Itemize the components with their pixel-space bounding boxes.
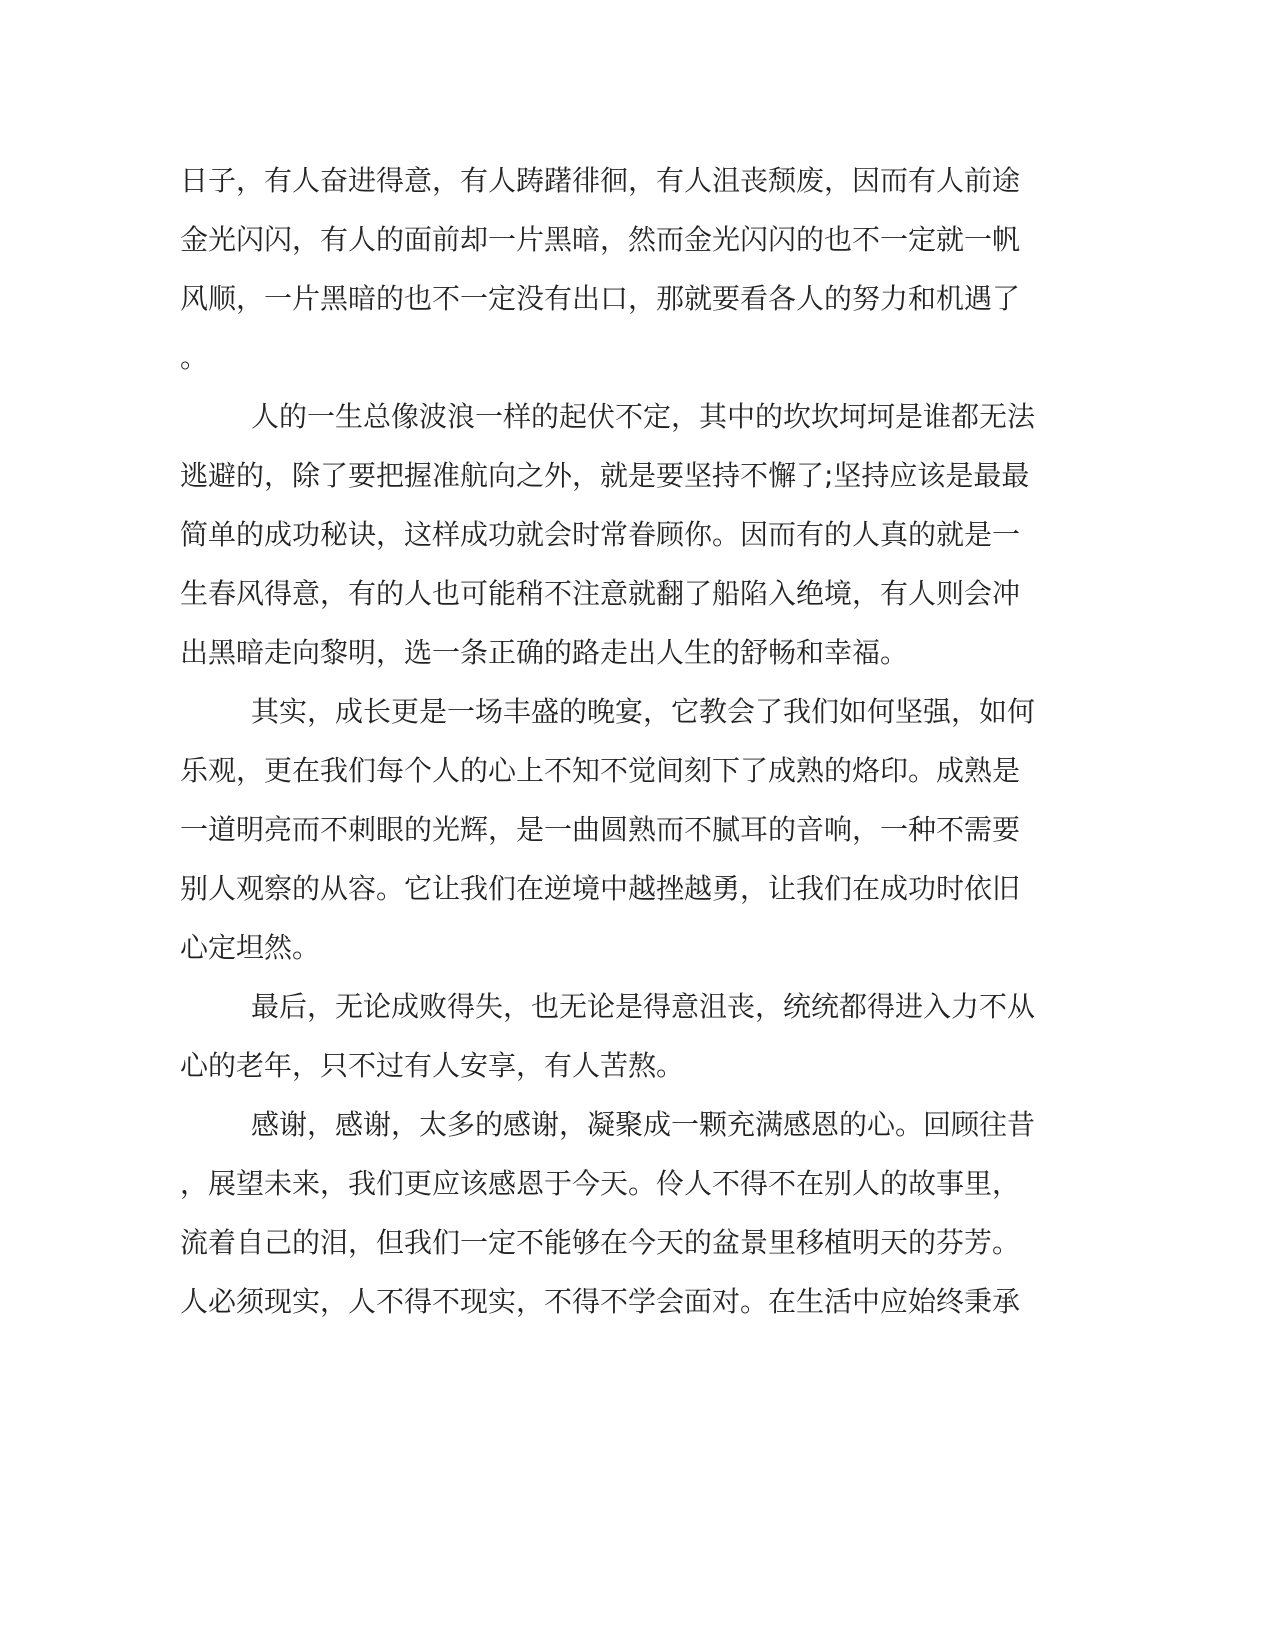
text-line: 流着自己的泪，但我们一定不能够在今天的盆景里移植明天的芬芳。 — [180, 1226, 1021, 1259]
text-line: 风顺，一片黑暗的也不一定没有出口，那就要看各人的努力和机遇了 — [180, 282, 1021, 315]
text-line: 心定坦然。 — [180, 931, 321, 964]
text-line: 感谢，感谢，太多的感谢，凝聚成一颗充满感恩的心。回顾往昔 — [251, 1108, 1036, 1141]
text-line: 最后，无论成败得失，也无论是得意沮丧，统统都得进入力不从 — [251, 990, 1036, 1023]
text-line: 日子，有人奋进得意，有人踌躇徘徊，有人沮丧颓废，因而有人前途 — [180, 164, 1021, 197]
text-line: 生春风得意，有的人也可能稍不注意就翻了船陷入绝境，有人则会冲 — [180, 577, 1021, 610]
text-line: 简单的成功秘诀，这样成功就会时常眷顾你。因而有的人真的就是一 — [180, 518, 1021, 551]
text-line: 人的一生总像波浪一样的起伏不定，其中的坎坎坷坷是谁都无法 — [251, 400, 1036, 433]
text-line: 金光闪闪，有人的面前却一片黑暗，然而金光闪闪的也不一定就一帆 — [180, 223, 1021, 256]
text-line: 出黑暗走向黎明，选一条正确的路走出人生的舒畅和幸福。 — [180, 636, 909, 669]
text-line: 。 — [180, 341, 209, 374]
text-line: 逃避的，除了要把握准航向之外，就是要坚持不懈了;坚持应该是最最 — [180, 459, 1030, 492]
text-line: 人必须现实，人不得不现实，不得不学会面对。在生活中应始终秉承 — [180, 1285, 1021, 1318]
text-line: 心的老年，只不过有人安享，有人苦熬。 — [180, 1049, 685, 1082]
text-line: ，展望未来，我们更应该感恩于今天。伶人不得不在别人的故事里， — [180, 1167, 1021, 1200]
text-line: 一道明亮而不刺眼的光辉，是一曲圆熟而不腻耳的音响，一种不需要 — [180, 813, 1021, 846]
text-line: 乐观，更在我们每个人的心上不知不觉间刻下了成熟的烙印。成熟是 — [180, 754, 1021, 787]
text-line: 别人观察的从容。它让我们在逆境中越挫越勇，让我们在成功时依旧 — [180, 872, 1021, 905]
text-line: 其实，成长更是一场丰盛的晚宴，它教会了我们如何坚强，如何 — [251, 695, 1036, 728]
